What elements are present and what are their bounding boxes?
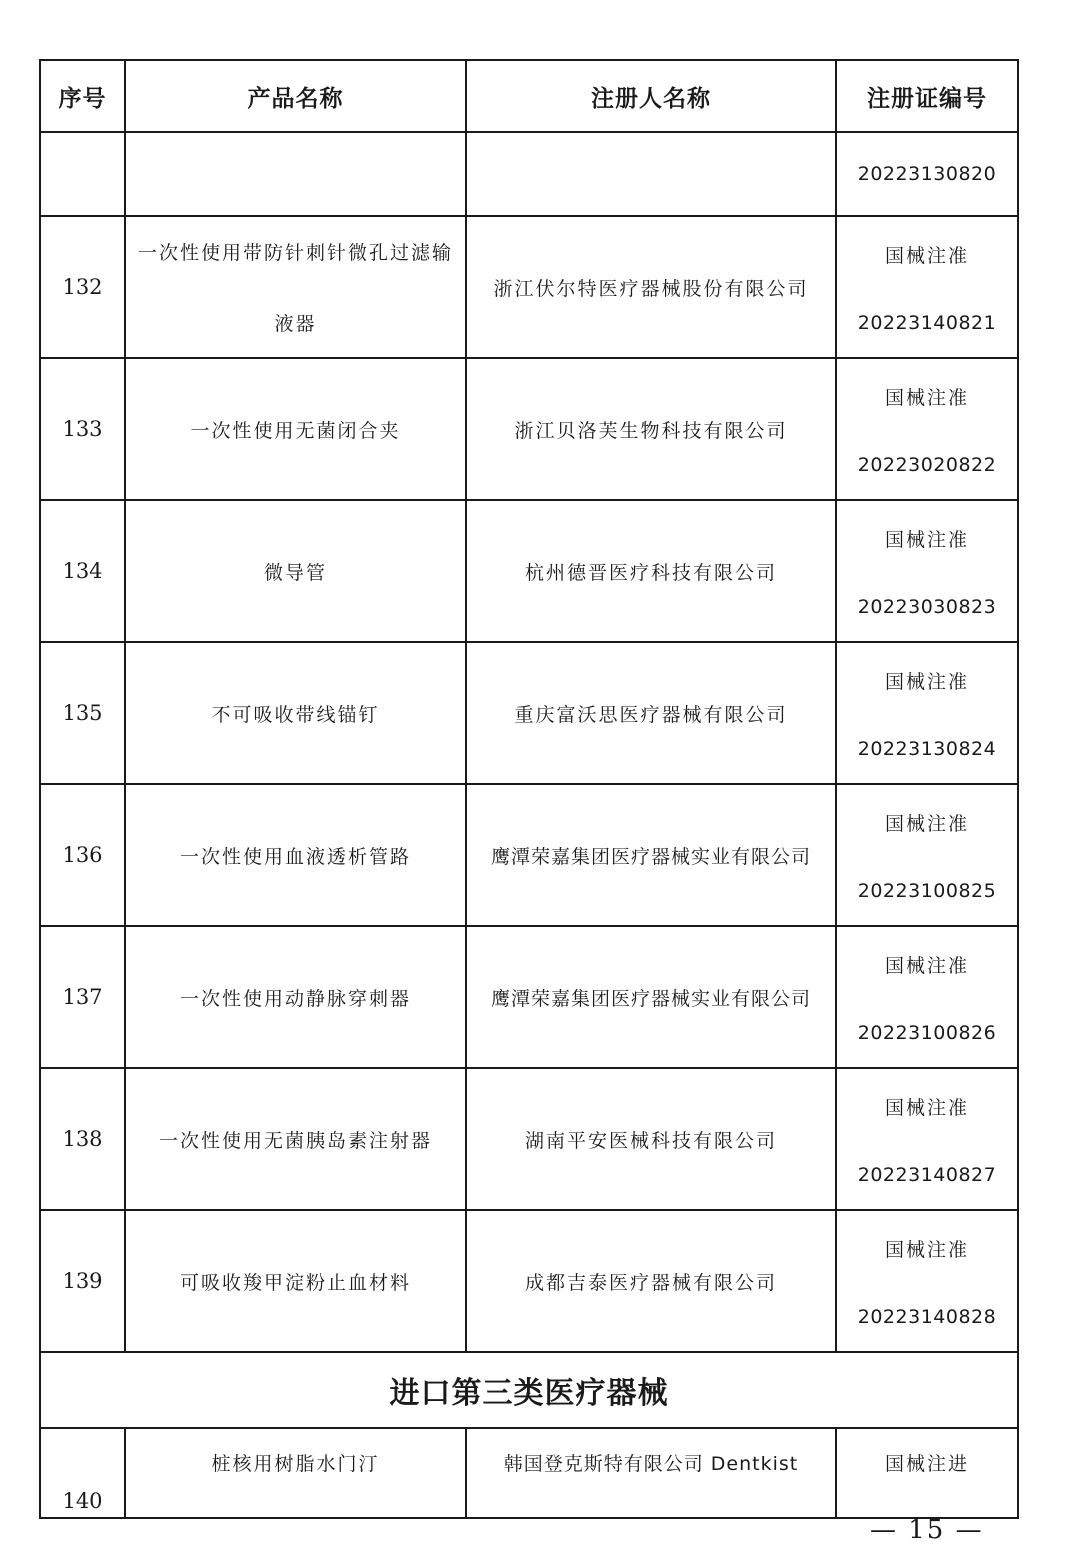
section-header-row [40, 1352, 1018, 1428]
cert-prefix: 国械注准 [884, 386, 969, 409]
cell-registrant: 鹰潭荣嘉集团医疗器械实业有限公司 [466, 926, 836, 1068]
cell-product [125, 216, 466, 358]
cell-seq [40, 132, 125, 216]
cell-seq: 135 [40, 642, 125, 784]
cell-product: 一次性使用无菌闭合夹 [125, 358, 466, 500]
cert-prefix: 国械注准 [884, 244, 969, 267]
cell-product: 微导管 [125, 500, 466, 642]
cert-number: 20223100825 [857, 879, 997, 902]
table-row [40, 926, 1018, 1068]
cell-product: 一次性使用动静脉穿刺器 [125, 926, 466, 1068]
table-row [40, 1068, 1018, 1210]
cell-registrant: 杭州德晋医疗科技有限公司 [466, 500, 836, 642]
cert-prefix: 国械注准 [884, 954, 969, 977]
cell-cert [836, 358, 1018, 500]
table-row [40, 500, 1018, 642]
header-seq: 序号 [40, 60, 125, 132]
cell-registrant: 浙江伏尔特医疗器械股份有限公司 [466, 216, 836, 358]
cell-registrant: 重庆富沃思医疗器械有限公司 [466, 642, 836, 784]
section-title: 进口第三类医疗器械 [40, 1352, 1018, 1428]
cell-cert [836, 132, 1018, 216]
cell-registrant: 鹰潭荣嘉集团医疗器械实业有限公司 [466, 784, 836, 926]
cert-prefix: 国械注进 [884, 1453, 969, 1475]
cell-cert [836, 642, 1018, 784]
cell-product: 一次性使用无菌胰岛素注射器 [125, 1068, 466, 1210]
cell-product: 不可吸收带线锚钉 [125, 642, 466, 784]
table-row-continued [40, 132, 1018, 216]
cell-cert [836, 500, 1018, 642]
cell-seq: 139 [40, 1210, 125, 1352]
cert-prefix: 国械注准 [884, 670, 969, 693]
table-row [40, 358, 1018, 500]
cell-registrant: 成都吉泰医疗器械有限公司 [466, 1210, 836, 1352]
cert-prefix: 国械注准 [884, 528, 969, 551]
cell-seq: 136 [40, 784, 125, 926]
cert-number: 20223140828 [857, 1305, 997, 1328]
cell-cert [836, 216, 1018, 358]
header-cert: 注册证编号 [836, 60, 1018, 132]
header-registrant: 注册人名称 [466, 60, 836, 132]
cell-seq: 133 [40, 358, 125, 500]
cert-prefix: 国械注准 [884, 1238, 969, 1261]
cert-number: 20223140827 [857, 1163, 997, 1186]
cell-registrant: 湖南平安医械科技有限公司 [466, 1068, 836, 1210]
cell-product: 可吸收羧甲淀粉止血材料 [125, 1210, 466, 1352]
cell-seq: 132 [40, 216, 125, 358]
cell-registrant: 浙江贝洛芙生物科技有限公司 [466, 358, 836, 500]
cert-prefix: 国械注准 [884, 1096, 969, 1119]
cell-cert [836, 926, 1018, 1068]
cell-cert [836, 1210, 1018, 1352]
cell-product: 桩核用树脂水门汀 [125, 1428, 466, 1518]
cell-registrant [466, 132, 836, 216]
table-row [40, 216, 1018, 358]
cell-product [125, 132, 466, 216]
table-row [40, 784, 1018, 926]
cert-number: 20223100826 [857, 1021, 997, 1044]
cell-cert [836, 1068, 1018, 1210]
product-line-1: 一次性使用带防针刺针微孔过滤输 [137, 242, 453, 264]
cert-prefix: 国械注准 [884, 812, 969, 835]
header-product: 产品名称 [125, 60, 466, 132]
cell-product: 一次性使用血液透析管路 [125, 784, 466, 926]
product-line-2: 液器 [274, 313, 317, 335]
table-row [40, 642, 1018, 784]
cell-registrant: 韩国登克斯特有限公司 Dentkist [466, 1428, 836, 1518]
cell-cert [836, 784, 1018, 926]
table-header-row [40, 60, 1018, 132]
table-row [40, 1428, 1018, 1518]
cell-cert [836, 1428, 1018, 1518]
cert-number: 20223130820 [857, 163, 997, 185]
cell-seq: 134 [40, 500, 125, 642]
page-number: — 15 — [870, 1515, 984, 1545]
cell-seq: 140 [40, 1428, 125, 1518]
cert-number: 20223140821 [857, 311, 997, 334]
table-row [40, 1210, 1018, 1352]
cert-number: 20223020822 [857, 453, 997, 476]
cert-number: 20223030823 [857, 595, 997, 618]
cell-seq: 137 [40, 926, 125, 1068]
cert-number: 20223130824 [857, 737, 997, 760]
registration-table [39, 59, 1019, 1519]
cell-seq: 138 [40, 1068, 125, 1210]
